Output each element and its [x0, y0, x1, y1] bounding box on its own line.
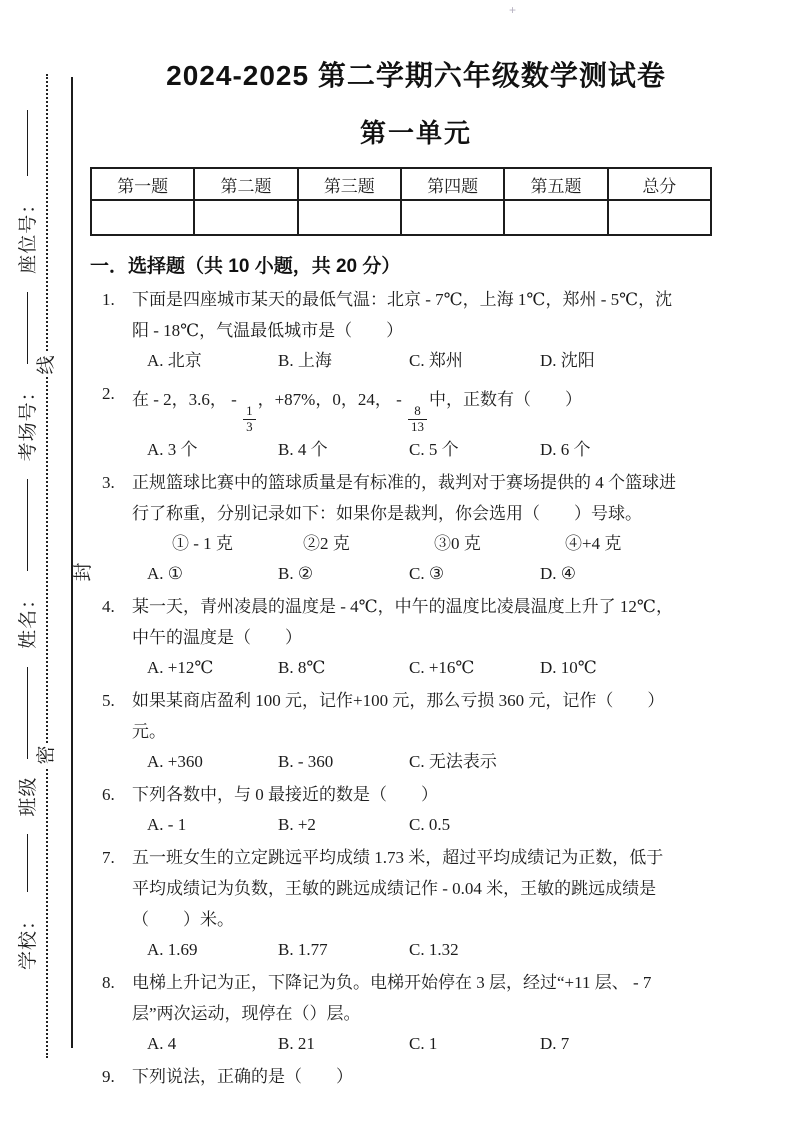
score-header-cell: 第五题 [504, 168, 607, 200]
margin-fields [12, 110, 40, 970]
fraction-numerator: 8 [408, 404, 427, 420]
question-line: 五一班女生的立定跳远平均成绩 1.73 米，超过平均成绩记为正数，低于 [132, 847, 664, 867]
score-value-cell [298, 200, 401, 235]
option-a: A. 北京 [147, 351, 202, 370]
question-number: 1. [102, 290, 115, 309]
question-7 [90, 842, 742, 965]
field-blank-class [25, 667, 28, 759]
question-8 [90, 967, 742, 1059]
question-line: 下面是四座城市某天的最低气温：北京 - 7℃，上海 1℃，郑州 - 5℃，沈 [132, 290, 673, 309]
score-value-cell [608, 200, 711, 235]
question-number: 4. [102, 596, 115, 616]
option-a: A. ① [147, 563, 184, 583]
question-2 [90, 378, 742, 465]
fraction-denominator: 13 [411, 418, 424, 434]
question-line: 中午的温度是（ ） [132, 627, 302, 647]
question-number: 9. [102, 1066, 115, 1086]
option-b: B. 8℃ [278, 657, 326, 677]
score-table-blank-row [91, 200, 711, 235]
seal-char-mi: 密 [35, 743, 59, 767]
question-line: 平均成绩记为负数，王敏的跳远成绩记作 - 0.04 米，王敏的跳远成绩是 [132, 878, 657, 898]
option-c: C. 郑州 [409, 351, 463, 370]
fraction-denominator: 3 [246, 418, 253, 434]
question-line: 阳 - 18℃，气温最低城市是（ ） [132, 321, 404, 340]
option-b: B. 21 [278, 1033, 315, 1053]
subitem-2: ②2 克 [303, 533, 350, 553]
fraction [408, 404, 427, 435]
score-value-cell [91, 200, 194, 235]
question-body [132, 967, 742, 1059]
question-line: （ ）米。 [132, 909, 234, 929]
option-a: A. - 1 [147, 814, 187, 834]
question-line: 正规篮球比赛中的篮球质量是有标准的，裁判对于赛场提供的 4 个篮球进 [132, 472, 676, 492]
score-value-cell [194, 200, 297, 235]
fraction-numerator: 1 [243, 404, 256, 420]
option-b: B. +2 [278, 814, 316, 834]
question-body [132, 685, 742, 777]
options-row [147, 653, 742, 683]
content-area [90, 48, 742, 1094]
question-4 [90, 591, 742, 683]
options-row [147, 935, 742, 965]
unit-subtitle: 第一单元 [359, 118, 472, 148]
option-a: A. +12℃ [147, 657, 214, 677]
question-number: 7. [102, 847, 115, 867]
fraction [243, 404, 256, 435]
question-number: 3. [102, 472, 115, 492]
options-row [147, 559, 742, 589]
seal-dotted-line [46, 74, 48, 1058]
option-b: B. 4 个 [278, 439, 328, 459]
question-line [132, 378, 742, 435]
question-body [132, 842, 742, 965]
question-line: 某一天，青州凌晨的温度是 - 4℃，中午的温度比凌晨温度上升了 12℃， [132, 596, 673, 616]
score-value-cell [401, 200, 504, 235]
field-blank-room [25, 292, 28, 364]
field-label-school: 学校： [17, 909, 39, 970]
subitem-4: ④+4 克 [565, 533, 622, 553]
score-value-cell [504, 200, 607, 235]
option-a: A. 3 个 [147, 439, 198, 459]
question-body [132, 591, 742, 683]
question-body [132, 1061, 742, 1092]
option-a: A. 4 [147, 1033, 177, 1053]
question-body [132, 467, 742, 589]
option-c: C. 1.32 [409, 939, 459, 959]
option-c: C. ③ [409, 563, 445, 583]
seal-char-xian: 线 [35, 353, 59, 377]
option-d: D. 沈阳 [540, 351, 595, 370]
subitem-1: ① - 1 克 [172, 533, 233, 553]
question-line: 如果某商店盈利 100 元，记作+100 元，那么亏损 360 元，记作（ ） [132, 690, 665, 710]
option-b: B. - 360 [278, 751, 334, 771]
option-d: D. 10℃ [540, 657, 597, 677]
question-text-segment: ，+87%，0，24， - [257, 390, 406, 409]
question-5 [90, 685, 742, 777]
question-number: 2. [102, 384, 115, 403]
score-table [90, 167, 712, 236]
field-label-class: 班级 [17, 776, 39, 817]
question-body [132, 378, 742, 465]
field-blank-name [25, 479, 28, 571]
score-header-cell: 总分 [608, 168, 711, 200]
question-line: 下列说法，正确的是（ ） [132, 1066, 353, 1086]
page-title: 2024-2025 第二学期六年级数学测试卷 [166, 60, 666, 91]
option-c: C. 1 [409, 1033, 438, 1053]
question-line: 行了称重，分别记录如下：如果你是裁判，你会选用（ ）号球。 [132, 503, 642, 523]
options-row [147, 1029, 742, 1059]
option-b: B. ② [278, 563, 314, 583]
option-d: D. 7 [540, 1033, 570, 1053]
question-body [132, 284, 742, 376]
field-label-seat: 座位号： [17, 193, 39, 274]
field-blank-seat [25, 110, 28, 176]
question-9 [90, 1061, 742, 1092]
question-line: 下列各数中，与 0 最接近的数是（ ） [132, 784, 438, 804]
option-c: C. 无法表示 [409, 751, 497, 771]
question-number: 5. [102, 690, 115, 710]
question-line: 元。 [132, 721, 166, 741]
question-text-segment: 在 - 2，3.6， - [132, 390, 242, 409]
option-c: C. +16℃ [409, 657, 475, 677]
subitem-3: ③0 克 [434, 533, 481, 553]
options-row [147, 435, 742, 465]
question-line: 电梯上升记为正，下降记为负。电梯开始停在 3 层，经过“+11 层、 - 7 [132, 972, 652, 992]
section-heading: 一．选择题（共 10 小题，共 20 分） [90, 256, 401, 277]
option-d: D. 6 个 [540, 439, 591, 459]
question-1 [90, 284, 742, 376]
question-text-segment: 中，正数有（ ） [429, 390, 582, 409]
seal-char-feng: 封 [73, 562, 94, 582]
option-a: A. +360 [147, 751, 203, 771]
question-body [132, 779, 742, 840]
question-6 [90, 779, 742, 840]
option-c: C. 5 个 [409, 439, 459, 459]
option-a: A. 1.69 [147, 939, 198, 959]
score-header-cell: 第二题 [194, 168, 297, 200]
score-header-cell: 第三题 [298, 168, 401, 200]
question-number: 6. [102, 784, 115, 804]
crop-mark: + [509, 3, 517, 17]
field-label-name: 姓名： [17, 588, 39, 649]
field-label-room: 考场号： [17, 381, 39, 462]
question-line: 层”两次运动，现停在（）层。 [132, 1003, 361, 1023]
question-number: 8. [102, 972, 115, 992]
field-blank-school [25, 834, 28, 892]
score-header-cell: 第四题 [401, 168, 504, 200]
option-c: C. 0.5 [409, 814, 451, 834]
score-table-header-row [91, 168, 711, 200]
options-row [147, 747, 742, 777]
option-b: B. 1.77 [278, 939, 328, 959]
option-d: D. ④ [540, 563, 577, 583]
options-row [147, 346, 742, 376]
score-header-cell: 第一题 [91, 168, 194, 200]
question-3 [90, 467, 742, 589]
subitems-row [172, 529, 742, 559]
option-b: B. 上海 [278, 351, 332, 370]
options-row [147, 810, 742, 840]
